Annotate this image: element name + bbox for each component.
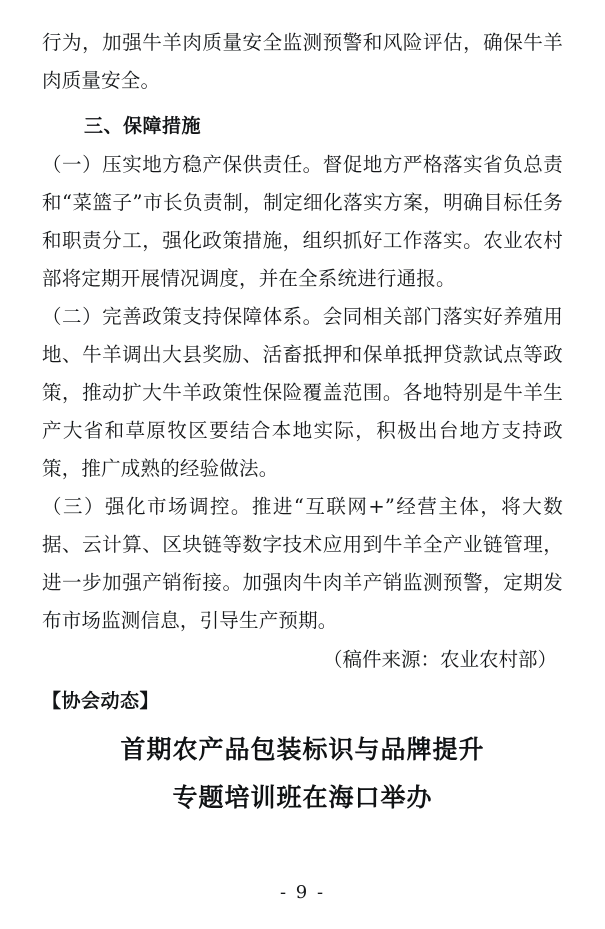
bracket-section-heading: 【协会动态】 — [42, 690, 160, 712]
source-attribution: （稿件来源：农业农村部） — [322, 648, 557, 671]
page-number: - 9 - — [279, 882, 326, 903]
article-title-line-1: 首期农产品包装标识与品牌提升 — [120, 735, 485, 764]
paragraph-continued: 行为，加强牛羊肉质量安全监测预警和风险评估，确保牛羊肉质量安全。 — [42, 31, 563, 92]
article-title-line-2: 专题培训班在海口举办 — [172, 783, 433, 812]
section-heading: 三、保障措施 — [84, 115, 202, 137]
article-title-block — [42, 726, 563, 822]
subsection-paragraph-1: （一）压实地方稳产保供责任。督促地方严格落实省负总责和“菜篮子”市长负责制，制定细化落实方案，明确目标任务和职责分工，强化政策措施，组织抓好工作落实。农业农村部将定期开展情况调度，并在全系统进行通报。 — [42, 153, 563, 290]
subsection-paragraph-2: （二）完善政策支持保障体系。会同相关部门落实好养殖用地、牛羊调出大县奖励、活畜抵押和保单抵押贷款试点等政策，推动扩大牛羊政策性保险覆盖范围。各地特别是牛羊生产大省和草原牧区要结合本地实际，积极出台地方支持政策，推广成熟的经验做法。 — [42, 305, 563, 480]
subsection-paragraph-3: （三）强化市场调控。推进“互联网+”经营主体，将大数据、云计算、区块链等数字技术应用到牛羊全产业链管理，进一步加强产销衔接。加强肉牛肉羊产销监测预警，定期发布市场监测信息，引导生产预期。 — [42, 495, 563, 632]
